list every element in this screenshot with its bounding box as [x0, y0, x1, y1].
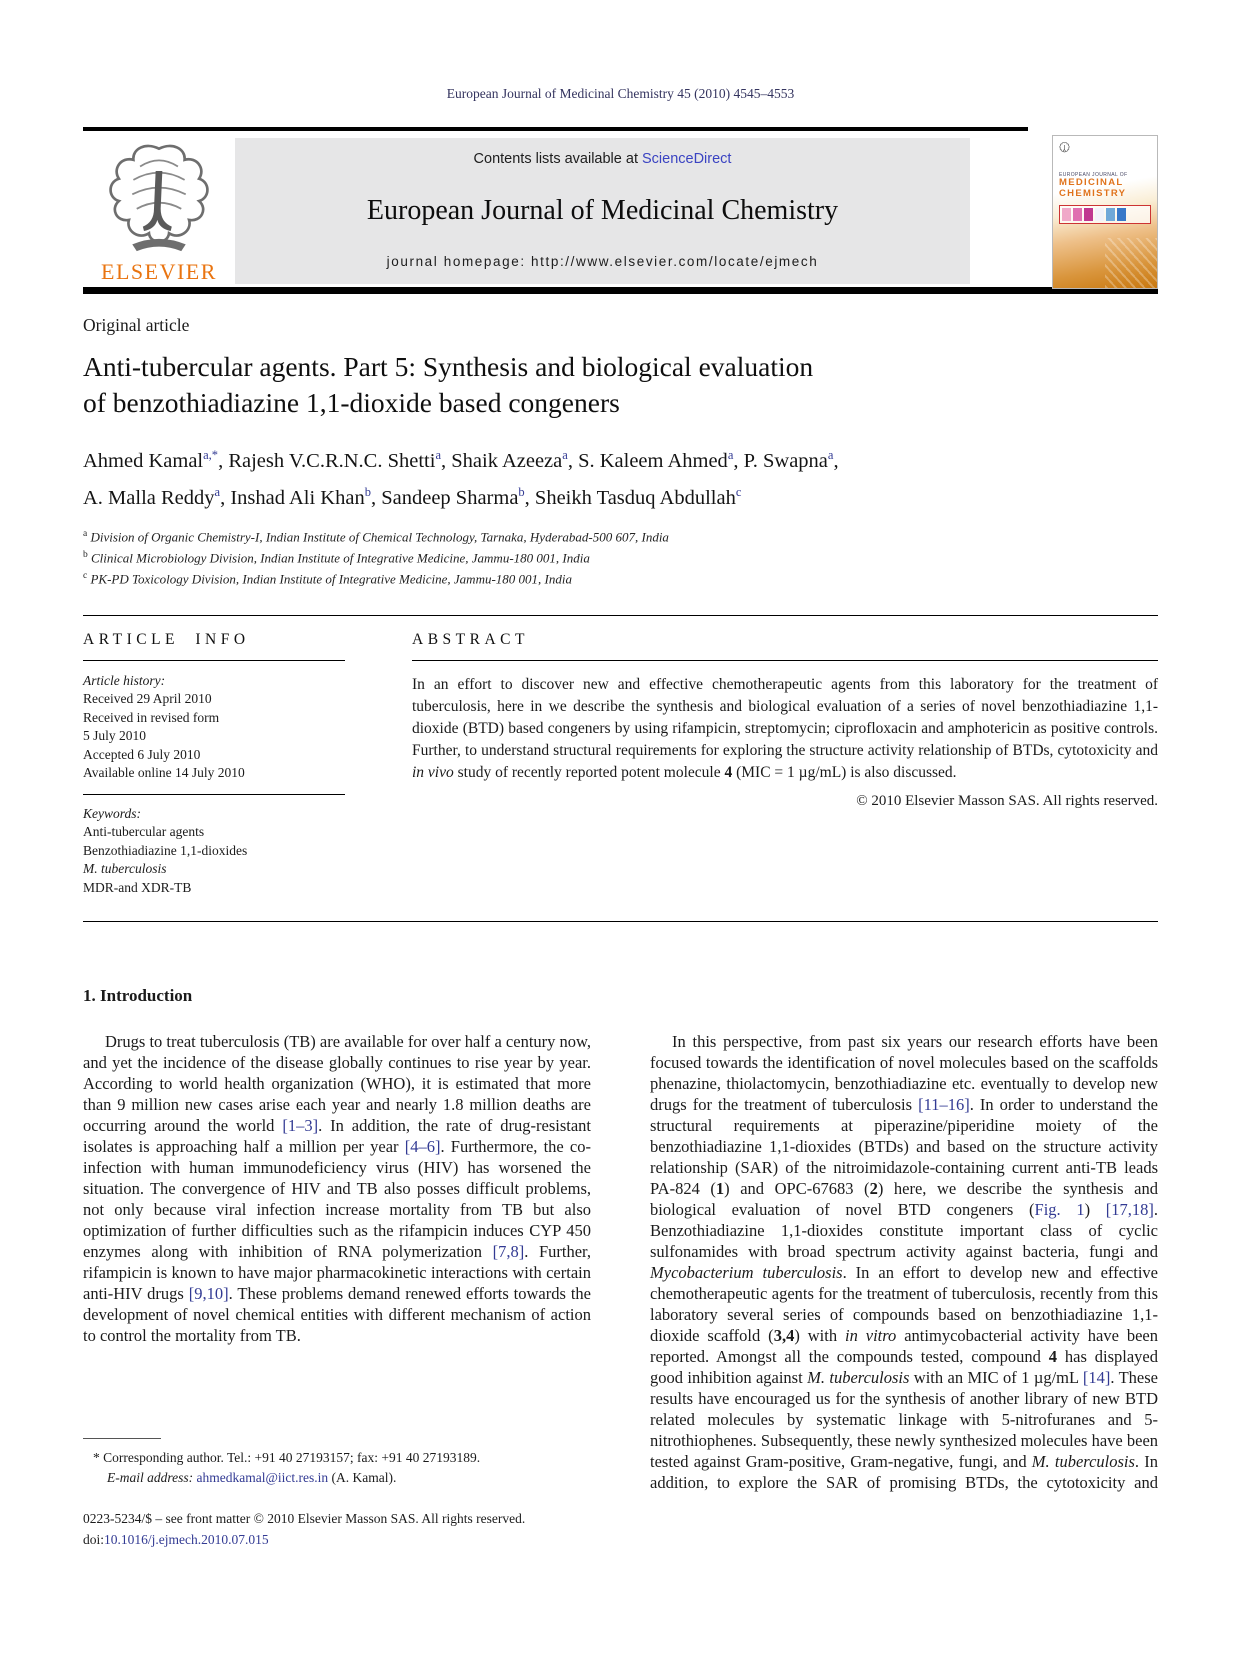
reference-link[interactable]: [4–6]: [404, 1137, 441, 1157]
article-history-label: Article history:: [83, 672, 166, 688]
elsevier-wordmark: ELSEVIER: [101, 259, 217, 284]
author-affiliation-mark[interactable]: a,*: [203, 448, 219, 462]
keywords-label: Keywords:: [83, 805, 141, 821]
sciencedirect-link[interactable]: ScienceDirect: [642, 151, 732, 167]
text-segment: . Benzothiadiazine 1,1-dioxides constitute important class of cyclic sulfonamides with broad spectrum activity against bacteria, fungi and: [650, 1200, 1158, 1262]
keyword: MDR-and XDR-TB: [83, 879, 192, 895]
text-segment: antimycobacterial activity have been reported. Amongst all the compounds tested, compound: [650, 1326, 1158, 1367]
elsevier-logo[interactable]: [83, 138, 235, 284]
text-segment: 4: [724, 763, 733, 781]
text-segment: 3,4: [773, 1326, 795, 1346]
elsevier-tree-icon: [103, 142, 215, 260]
email-label: E-mail address:: [107, 1470, 194, 1485]
text-segment: M. tuberculosis: [807, 1368, 910, 1388]
article-info-abstract-section: [83, 615, 1158, 923]
author: S. Kaleem Ahmed: [578, 449, 728, 472]
reference-link[interactable]: [17,18]: [1105, 1200, 1154, 1220]
author-affiliation-mark[interactable]: b: [364, 484, 371, 499]
doi-line: [83, 1529, 525, 1550]
article-title-line2: of benzothiadiazine 1,1-dioxide based congeners: [83, 387, 620, 418]
author-affiliation-mark[interactable]: a: [214, 484, 221, 499]
author: Sheikh Tasduq Abdullah: [534, 486, 736, 509]
author-separator: ,: [370, 486, 382, 509]
cover-structures-strip: [1059, 205, 1151, 224]
footnote-line-2: [83, 1468, 603, 1488]
email-link[interactable]: ahmedkamal@iict.res.in: [196, 1470, 329, 1485]
top-divider: [83, 127, 1028, 131]
history-line: Received in revised form: [83, 709, 220, 725]
author-line-2: [83, 477, 1158, 514]
text-segment: in vivo: [412, 763, 454, 781]
author: A. Malla Reddy: [83, 486, 215, 509]
journal-homepage-link[interactable]: journal homepage: http://www.elsevier.com/locate/ejmech: [386, 254, 819, 269]
copyright-line: © 2010 Elsevier Masson SAS. All rights reserved.: [856, 792, 1158, 809]
cover-structure-swatch: [1117, 208, 1126, 221]
email-suffix: (A. Kamal).: [328, 1470, 397, 1485]
text-segment: has displayed good inhibition against: [650, 1347, 1158, 1388]
author-separator: ,: [524, 486, 535, 509]
author-separator: ,: [220, 486, 231, 509]
cover-structure-swatch: [1084, 208, 1093, 221]
footnote-star: *: [93, 1450, 100, 1465]
article-type-label: Original article: [83, 315, 190, 335]
author-affiliation-mark[interactable]: a: [435, 448, 441, 462]
article-info-heading: ARTICLE INFO: [83, 630, 250, 648]
banner-journal-title: European Journal of Medicinal Chemistry: [366, 194, 839, 226]
intro-paragraph-right: [650, 1031, 1158, 1493]
footnote-divider: [83, 1438, 161, 1439]
author: Rajesh V.C.R.N.C. Shetti: [228, 449, 436, 472]
author-separator: ,: [441, 449, 452, 472]
doi-label: doi:: [83, 1532, 105, 1547]
front-matter-footer: [83, 1508, 525, 1550]
author-separator: ,: [218, 449, 229, 472]
text-segment: 4: [1048, 1347, 1058, 1367]
author-separator: ,: [833, 449, 839, 472]
keyword: Anti-tubercular agents: [83, 824, 205, 840]
abstract-column: [412, 631, 1158, 898]
history-line: Available online 14 July 2010: [83, 765, 245, 781]
text-segment: ) and OPC-67683 (: [724, 1179, 870, 1199]
text-segment: . Furthermore, the co-infection with human immunodeficiency virus (HIV) has worsened the situation. The convergence of HIV and TB also posses difficult problems, not only because viral infection increase mortality from TB but also optimization of further difficulties such as the rifampicin induces CYP 450 enzymes along with inhibition of RNA polymerization: [83, 1137, 592, 1262]
text-segment: 2: [869, 1179, 878, 1199]
text-segment: Mycobacterium tuberculosis: [650, 1263, 843, 1283]
journal-cover-thumbnail[interactable]: [1052, 135, 1158, 289]
corresponding-author-footnote: [83, 1438, 603, 1488]
article-info-column: [83, 631, 345, 898]
article-history: [83, 672, 345, 783]
author-affiliation-mark[interactable]: c: [735, 484, 742, 499]
text-segment: . These problems demand renewed efforts towards the development of novel chemical entities with different mechanism of action to control the mortality from TB.: [83, 1284, 592, 1346]
text-segment: with an MIC of 1 µg/mL: [909, 1368, 1083, 1388]
cover-structure-swatch: [1073, 208, 1082, 221]
footnote-line-1: [83, 1448, 603, 1468]
text-segment: ): [1084, 1200, 1106, 1220]
text-segment: . In addition, to explore the SAR of promising BTDs, the cytotoxicity and: [650, 1452, 1159, 1493]
cover-title-line2: CHEMISTRY: [1059, 187, 1127, 199]
history-line: Received 29 April 2010: [83, 691, 212, 707]
footnote-text: Corresponding author. Tel.: +91 40 27193157; fax: +91 40 27193189.: [103, 1450, 481, 1465]
reference-link[interactable]: [14]: [1082, 1368, 1111, 1388]
reference-link[interactable]: Fig. 1: [1034, 1200, 1085, 1220]
abstract-heading: ABSTRACT: [412, 630, 529, 648]
intro-paragraph-left: [83, 1031, 591, 1493]
cover-structure-swatch: [1106, 208, 1115, 221]
banner-bottom-divider: [83, 287, 1158, 294]
issn-copyright-line: 0223-5234/$ – see front matter © 2010 Elsevier Masson SAS. All rights reserved.: [83, 1511, 526, 1526]
text-segment: 1: [715, 1179, 725, 1199]
cover-title-line1: MEDICINAL: [1059, 177, 1124, 188]
affiliation-mark: a: [83, 528, 88, 539]
contents-line: [235, 151, 970, 167]
history-line: Accepted 6 July 2010: [83, 746, 201, 762]
author: Inshad Ali Khan: [230, 486, 365, 509]
affiliation: [83, 567, 1158, 588]
affiliation: [83, 525, 1158, 546]
cover-structure-swatch: [1062, 208, 1071, 221]
journal-cover-content: [1053, 136, 1157, 224]
text-segment: in vitro: [845, 1326, 897, 1346]
reference-link[interactable]: [9,10]: [188, 1284, 229, 1304]
keyword: Benzothiadiazine 1,1-dioxides: [83, 842, 248, 858]
text-segment: study of recently reported potent molecule: [453, 763, 725, 781]
text-segment: ) with: [794, 1326, 845, 1346]
section-heading-introduction: 1. Introduction: [83, 986, 193, 1006]
journal-citation-header: European Journal of Medicinal Chemistry 45 (2010) 4545–4553: [446, 86, 795, 101]
author-list: [83, 440, 1158, 514]
text-segment: In an effort to discover new and effective chemotherapeutic agents from this laboratory for the treatment of tuberculosis, here in we describe the synthesis and biological evaluation of a series of novel benzothiadiazine 1,1-dioxide (BTD) based congeners by using rifampicin, streptomycin; ciprofloxacin and amphotericin as positive controls. Further, to understand structural requirements for exploring the structure activity relationship of BTDs, cytotoxicity and: [412, 675, 1158, 759]
author: P. Swapna: [743, 449, 828, 472]
text-segment: . In order to understand the structural requirements at piperazine/piperidine moiety of the benzothiadiazine 1,1-dioxides (BTDs) and based on the structure activity relationship (SAR) of the nitroimidazole-containing current anti-TB leads PA-824 (: [650, 1095, 1158, 1199]
abstract-text: [412, 674, 1158, 784]
author-affiliation-mark[interactable]: a: [727, 448, 734, 462]
journal-banner: [83, 138, 1158, 284]
contents-prefix: Contents lists available at: [473, 151, 642, 167]
author: Sandeep Sharma: [381, 486, 519, 509]
author: Ahmed Kamal: [83, 449, 204, 472]
cover-tree-icon: [1059, 142, 1070, 154]
author: Shaik Azeeza: [451, 449, 563, 472]
author-affiliation-mark[interactable]: a: [562, 448, 568, 462]
text-segment: (MIC = 1 µg/mL) is also discussed.: [732, 763, 957, 781]
divider: [83, 660, 345, 661]
author-separator: ,: [567, 449, 579, 472]
keywords-block: [83, 805, 345, 898]
author-line-1: [83, 440, 1158, 477]
text-segment: ) here, we describe the synthesis and biological evaluation of novel BTD congeners (: [650, 1179, 1158, 1220]
text-segment: In this perspective, from past six years our research efforts have been focused towards the identification of novel molecules based on the scaffolds phenazine, thiolactomycin, benzothiadiazine etc. eventually to develop new drugs for the treatment of tuberculosis: [650, 1032, 1158, 1115]
text-segment: . Further, rifampicin is known to have major pharmacokinetic interactions with certain anti-HIV drugs: [83, 1242, 591, 1304]
cover-kicker: EUROPEAN JOURNAL OF: [1059, 172, 1128, 178]
cover-structure-swatch: [1095, 208, 1104, 221]
affiliation-text: Division of Organic Chemistry-I, Indian Institute of Chemical Technology, Tarnaka, Hyderabad-500 607, India: [90, 528, 669, 544]
reference-link[interactable]: [7,8]: [492, 1242, 525, 1262]
author-separator: ,: [733, 449, 744, 472]
text-segment: Drugs to treat tuberculosis (TB) are available for over half a century now, and yet the incidence of the disease globally continues to rise year by year. According to world health organization (WHO), it is estimated that more than 9 million new cases arise each year and nearly 1.8 million deaths are occurring around the world: [83, 1032, 591, 1136]
article-title-line1: Anti-tubercular agents. Part 5: Synthesis and biological evaluation: [83, 351, 814, 382]
affiliation-text: Clinical Microbiology Division, Indian Institute of Integrative Medicine, Jammu-180 001, India: [91, 550, 590, 566]
affiliation-mark: b: [83, 549, 88, 560]
text-segment: . These results have encouraged us for the synthesis of another library of new BTD related molecules by systematic linkage with 5-nitrofuranes and 5-nitrothiophenes. Subsequently, these newly synthesized molecules have been tested against Gram-positive, Gram-negative, fungi, and: [650, 1368, 1159, 1472]
affiliation-text: PK-PD Toxicology Division, Indian Institute of Integrative Medicine, Jammu-180 001, India: [90, 571, 572, 587]
text-segment: . In addition, the rate of drug-resistant isolates is approaching half a million per year: [83, 1116, 591, 1157]
body-two-columns: [83, 1031, 1158, 1493]
author-affiliation-mark[interactable]: b: [518, 484, 525, 499]
divider: [412, 660, 1158, 661]
history-line: 5 July 2010: [83, 728, 147, 744]
text-segment: . In an effort to develop new and effective chemotherapeutic agents for the treatment of tuberculosis, recently from this laboratory several series of compounds based on benzothiadiazine 1,1-dioxide scaffold (: [650, 1263, 1158, 1346]
article-title: [83, 349, 1158, 421]
divider: [83, 794, 345, 795]
affiliation-mark: c: [83, 571, 88, 582]
text-segment: M. tuberculosis: [1031, 1452, 1135, 1472]
affiliation: [83, 546, 1158, 567]
banner-center-panel: [235, 138, 970, 284]
keyword: M. tuberculosis: [83, 861, 167, 877]
author-affiliation-mark[interactable]: a: [827, 448, 834, 462]
reference-link[interactable]: [11–16]: [918, 1095, 970, 1115]
reference-link[interactable]: [1–3]: [282, 1116, 319, 1136]
affiliation-list: [83, 525, 1158, 589]
doi-link[interactable]: 10.1016/j.ejmech.2010.07.015: [104, 1532, 269, 1547]
